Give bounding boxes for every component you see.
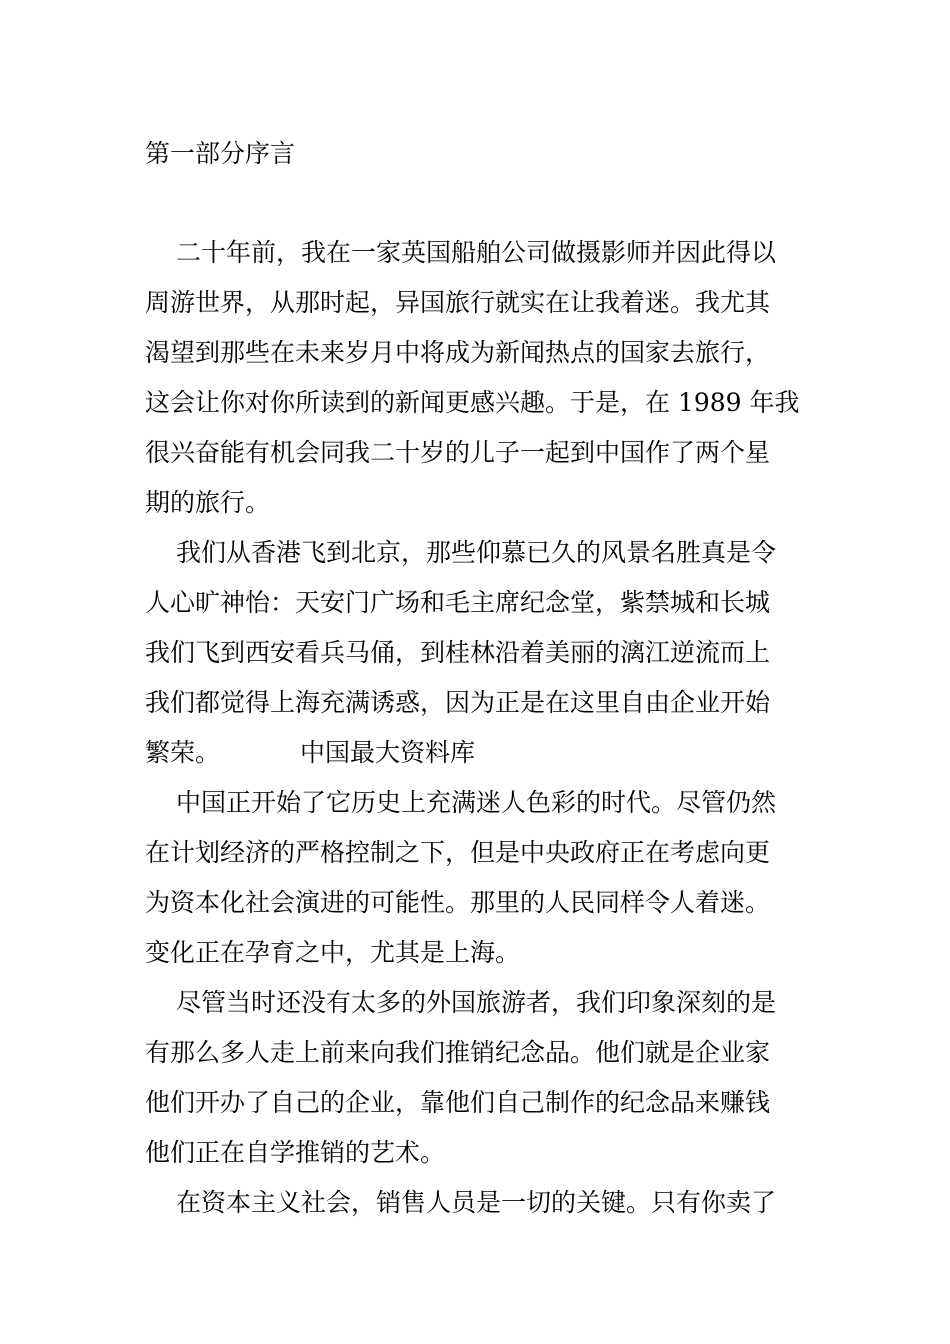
paragraph-line: 渴望到那些在未来岁月中将成为新闻热点的国家去旅行， <box>145 338 771 367</box>
document-body <box>145 228 815 1228</box>
paragraph-line: 他们正在自学推销的艺术。 <box>145 1138 446 1167</box>
paragraph-line: 繁荣。 <box>145 738 221 767</box>
paragraph-line: 我们都觉得上海充满诱惑，因为正是在这里自由企业开始 <box>145 688 771 717</box>
paragraph-line: 我们从香港飞到北京，那些仰慕已久的风景名胜真是令 <box>176 538 777 567</box>
paragraph-line: 二十年前，我在一家英国船舶公司做摄影师并因此得以 <box>176 238 777 267</box>
paragraph-line: 中国正开始了它历史上充满迷人色彩的时代。尽管仍然 <box>176 788 777 817</box>
paragraph-line: 我们飞到西安看兵马俑，到桂林沿着美丽的漓江逆流而上 <box>145 638 771 667</box>
paragraph-line: 人心旷神怡：天安门广场和毛主席纪念堂，紫禁城和长城 <box>145 588 771 617</box>
paragraph-line: 尽管当时还没有太多的外国旅游者，我们印象深刻的是 <box>176 988 777 1017</box>
paragraph-line: 很兴奋能有机会同我二十岁的儿子一起到中国作了两个星 <box>145 438 771 467</box>
section-heading: 第一部分序言 <box>145 139 296 168</box>
paragraph-line: 在资本主义社会，销售人员是一切的关键。只有你卖了 <box>176 1188 777 1217</box>
paragraph-line: 为资本化社会演进的可能性。那里的人民同样令人着迷。 <box>145 888 771 917</box>
paragraph-line: 有那么多人走上前来向我们推销纪念品。他们就是企业家 <box>145 1038 771 1067</box>
paragraph-line: 在计划经济的严格控制之下，但是中央政府正在考虑向更 <box>145 838 771 867</box>
paragraph-line: 变化正在孕育之中，尤其是上海。 <box>145 938 521 967</box>
paragraph-line: 期的旅行。 <box>145 488 271 517</box>
paragraph-line: 他们开办了自己的企业，靠他们自己制作的纪念品来赚钱 <box>145 1088 771 1117</box>
paragraph-line: 周游世界，从那时起，异国旅行就实在让我着迷。我尤其 <box>145 288 771 317</box>
paragraph-line-with-watermark <box>145 728 815 778</box>
paragraph-line: 这会让你对你所读到的新闻更感兴趣。于是，在 1989 年我 <box>145 388 800 417</box>
watermark-text: 中国最大资料库 <box>300 738 476 767</box>
